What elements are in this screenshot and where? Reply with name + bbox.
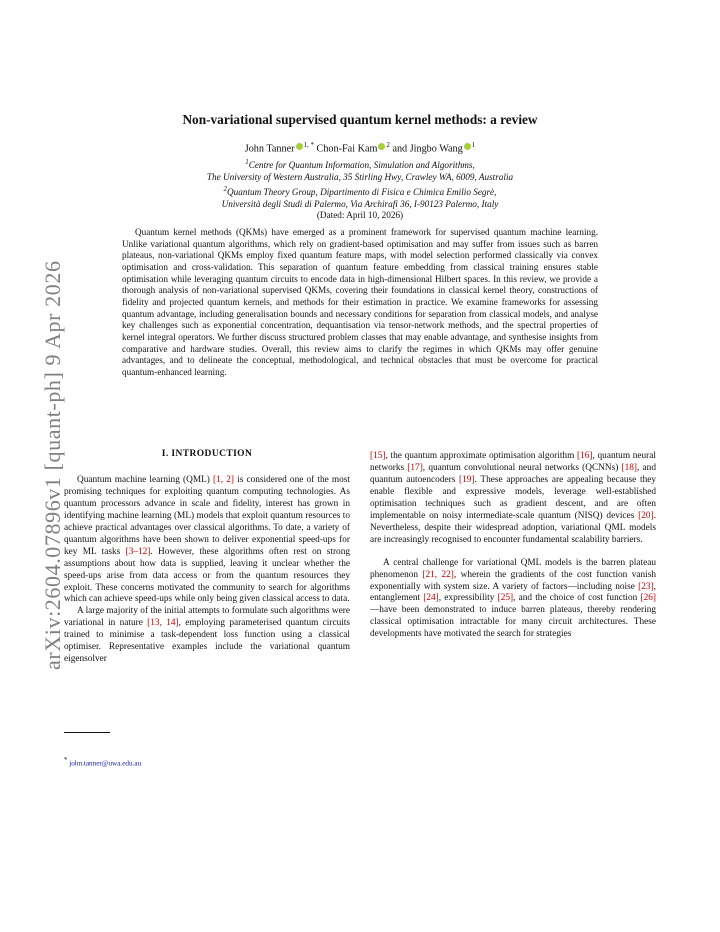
orcid-icon[interactable]: [296, 143, 303, 150]
abstract: Quantum kernel methods (QKMs) have emerged as a prominent framework for supervised quantum machine learning. Unlike variational quantum algorithms, which rely on gradient-based optimisation and may suffer from issues such as barren plateaus, non-variational QKMs employ fixed quantum feature maps, with model selection performed classically via convex optimisation and cross-validation. This separation of quantum feature embedding from classical training ensures stable optimisation while leveraging quantum circuits to encode data in high-dimensional Hilbert spaces. In this review, we provide a thorough analysis of non-variational supervised QKMs, covering their foundations in classical kernel theory, constructions of fidelity and projected quantum kernels, and methods for their estimation in practice. We examine frameworks for assessing quantum advantage, including generalisation bounds and necessary conditions for separation from classical models, and analyse key challenges such as exponential concentration, dequantisation via tensor-network methods, and the spectral properties of kernel integral operators. We further discuss structured problem classes that may enable advantage, and synthesise insights from comparative and hardware studies. Overall, this review aims to clarify the regimes in which QKMs may offer genuine advantages, and to delineate the conceptual, methodological, and technical obstacles that must be overcome for practical quantum-enhanced learning.: [122, 227, 598, 377]
citation-link[interactable]: [26]: [640, 593, 657, 604]
paragraph: A central challenge for variational QML models is the barren plateau phenomenon [21, 22], wherein the gradients of the cost function vanish exponentially with system size. A variety of factors—including noise [23], entanglement [24], expressibility [25], and the choice of cost function [26]—have been demonstrated to induce barren plateaus, thereby rendering classical optimisation intractable for many circuit architectures. These developments have motivated the search for strategies: [370, 557, 657, 640]
author-name[interactable]: Jingbo Wang: [409, 143, 463, 155]
author-name[interactable]: John Tanner: [244, 143, 295, 155]
arxiv-stamp: [20, 250, 65, 670]
author-name[interactable]: Chon-Fai Kam: [316, 143, 378, 155]
footnote: [64, 756, 141, 767]
affil-line: Quantum Theory Group, Dipartimento di Fisica e Chimica Emilio Segrè,: [227, 186, 497, 197]
email-link[interactable]: john.tanner@uwa.edu.au: [69, 759, 142, 768]
left-column: [64, 449, 350, 666]
citation-link[interactable]: [3–12]: [125, 546, 151, 557]
affil-mark: 1: [245, 158, 249, 166]
citation-link[interactable]: [17]: [407, 462, 423, 473]
citation-link[interactable]: [1, 2]: [213, 474, 234, 485]
citation-link[interactable]: [24]: [423, 593, 439, 604]
affil-line: Università degli Studi di Palermo, Via Archirafi 36, I-90123 Palermo, Italy: [221, 198, 499, 209]
citation-link[interactable]: [21, 22]: [422, 569, 454, 580]
author-affil-mark: 1: [471, 141, 476, 149]
citation-link[interactable]: [23]: [638, 581, 654, 592]
orcid-icon[interactable]: [378, 143, 385, 150]
author-list: [0, 141, 720, 154]
paper-title: Non-variational supervised quantum kernel methods: a review: [182, 112, 538, 127]
section-heading: I. INTRODUCTION: [161, 449, 253, 459]
affil-line: Centre for Quantum Information, Simulation and Algorithms,: [248, 160, 475, 171]
footnote-rule: [64, 732, 110, 733]
citation-link[interactable]: [20]: [638, 510, 654, 521]
affil-line: The University of Western Australia, 35 Stirling Hwy, Crawley WA, 6009, Australia: [206, 171, 514, 182]
author-conjunction: and: [392, 143, 408, 155]
footnote-mark: *: [64, 756, 68, 764]
orcid-icon[interactable]: [464, 143, 471, 150]
affiliations: [0, 157, 720, 222]
right-column: [370, 451, 656, 641]
citation-link[interactable]: [15]: [370, 451, 386, 461]
date-line: (Dated: April 10, 2026): [316, 210, 404, 221]
author-affil-mark: 2: [386, 141, 390, 149]
paragraph: A large majority of the initial attempts to formulate such algorithms were variational in nature [13, 14], employing parameterised quantum circuits trained to minimise a task-dependent loss function using a classical optimiser. Representative examples include the variational quantum eigensolver: [64, 606, 351, 665]
citation-link[interactable]: [18]: [621, 462, 638, 473]
paragraph: Quantum machine learning (QML) [1, 2] is considered one of the most promising techniques for exploiting quantum computing technologies. As quantum processors advance in scale and fidelity, interest has grown in identifying machine learning (ML) models that exploit quantum resources to achieve practical advantages over classical algorithms. To date, a variety of quantum algorithms have been shown to deliver exponential speed-ups for key ML tasks [3–12]. However, these algorithms often rest on strong assumptions about how data is supplied, leaving it unclear whether the speed-ups arise from data access or from the quantum resources they exploit. These concerns motivated the community to search for algorithms which can achieve speed-ups while only being given classical access to data.: [64, 474, 350, 605]
citation-link[interactable]: [19]: [459, 474, 475, 485]
citation-link[interactable]: [16]: [577, 451, 593, 461]
citation-link[interactable]: [25]: [497, 593, 514, 604]
arxiv-id: arXiv:2604.07896v1 [quant-ph] 9 Apr 2026: [40, 260, 65, 670]
citation-link[interactable]: [13, 14]: [147, 618, 179, 629]
paragraph-continued: [15], the quantum approximate optimisation algorithm [16], quantum neural networks [17], quantum convolutional neural networks (QCNNs) [18], and quantum autoencoders [19]. These approaches are appealing because they enable flexible and expressive models, leverage well-established optimisation techniques such as gradient descent, and are often implementable on noisy intermediate-scale quantum (NISQ) devices [20]. Nevertheless, despite their widespread adoption, variational QML models are increasingly recognised to encounter fundamental scalability barriers.: [370, 451, 656, 545]
author-affil-mark: 1, *: [303, 141, 314, 149]
affil-mark: 2: [223, 184, 228, 193]
